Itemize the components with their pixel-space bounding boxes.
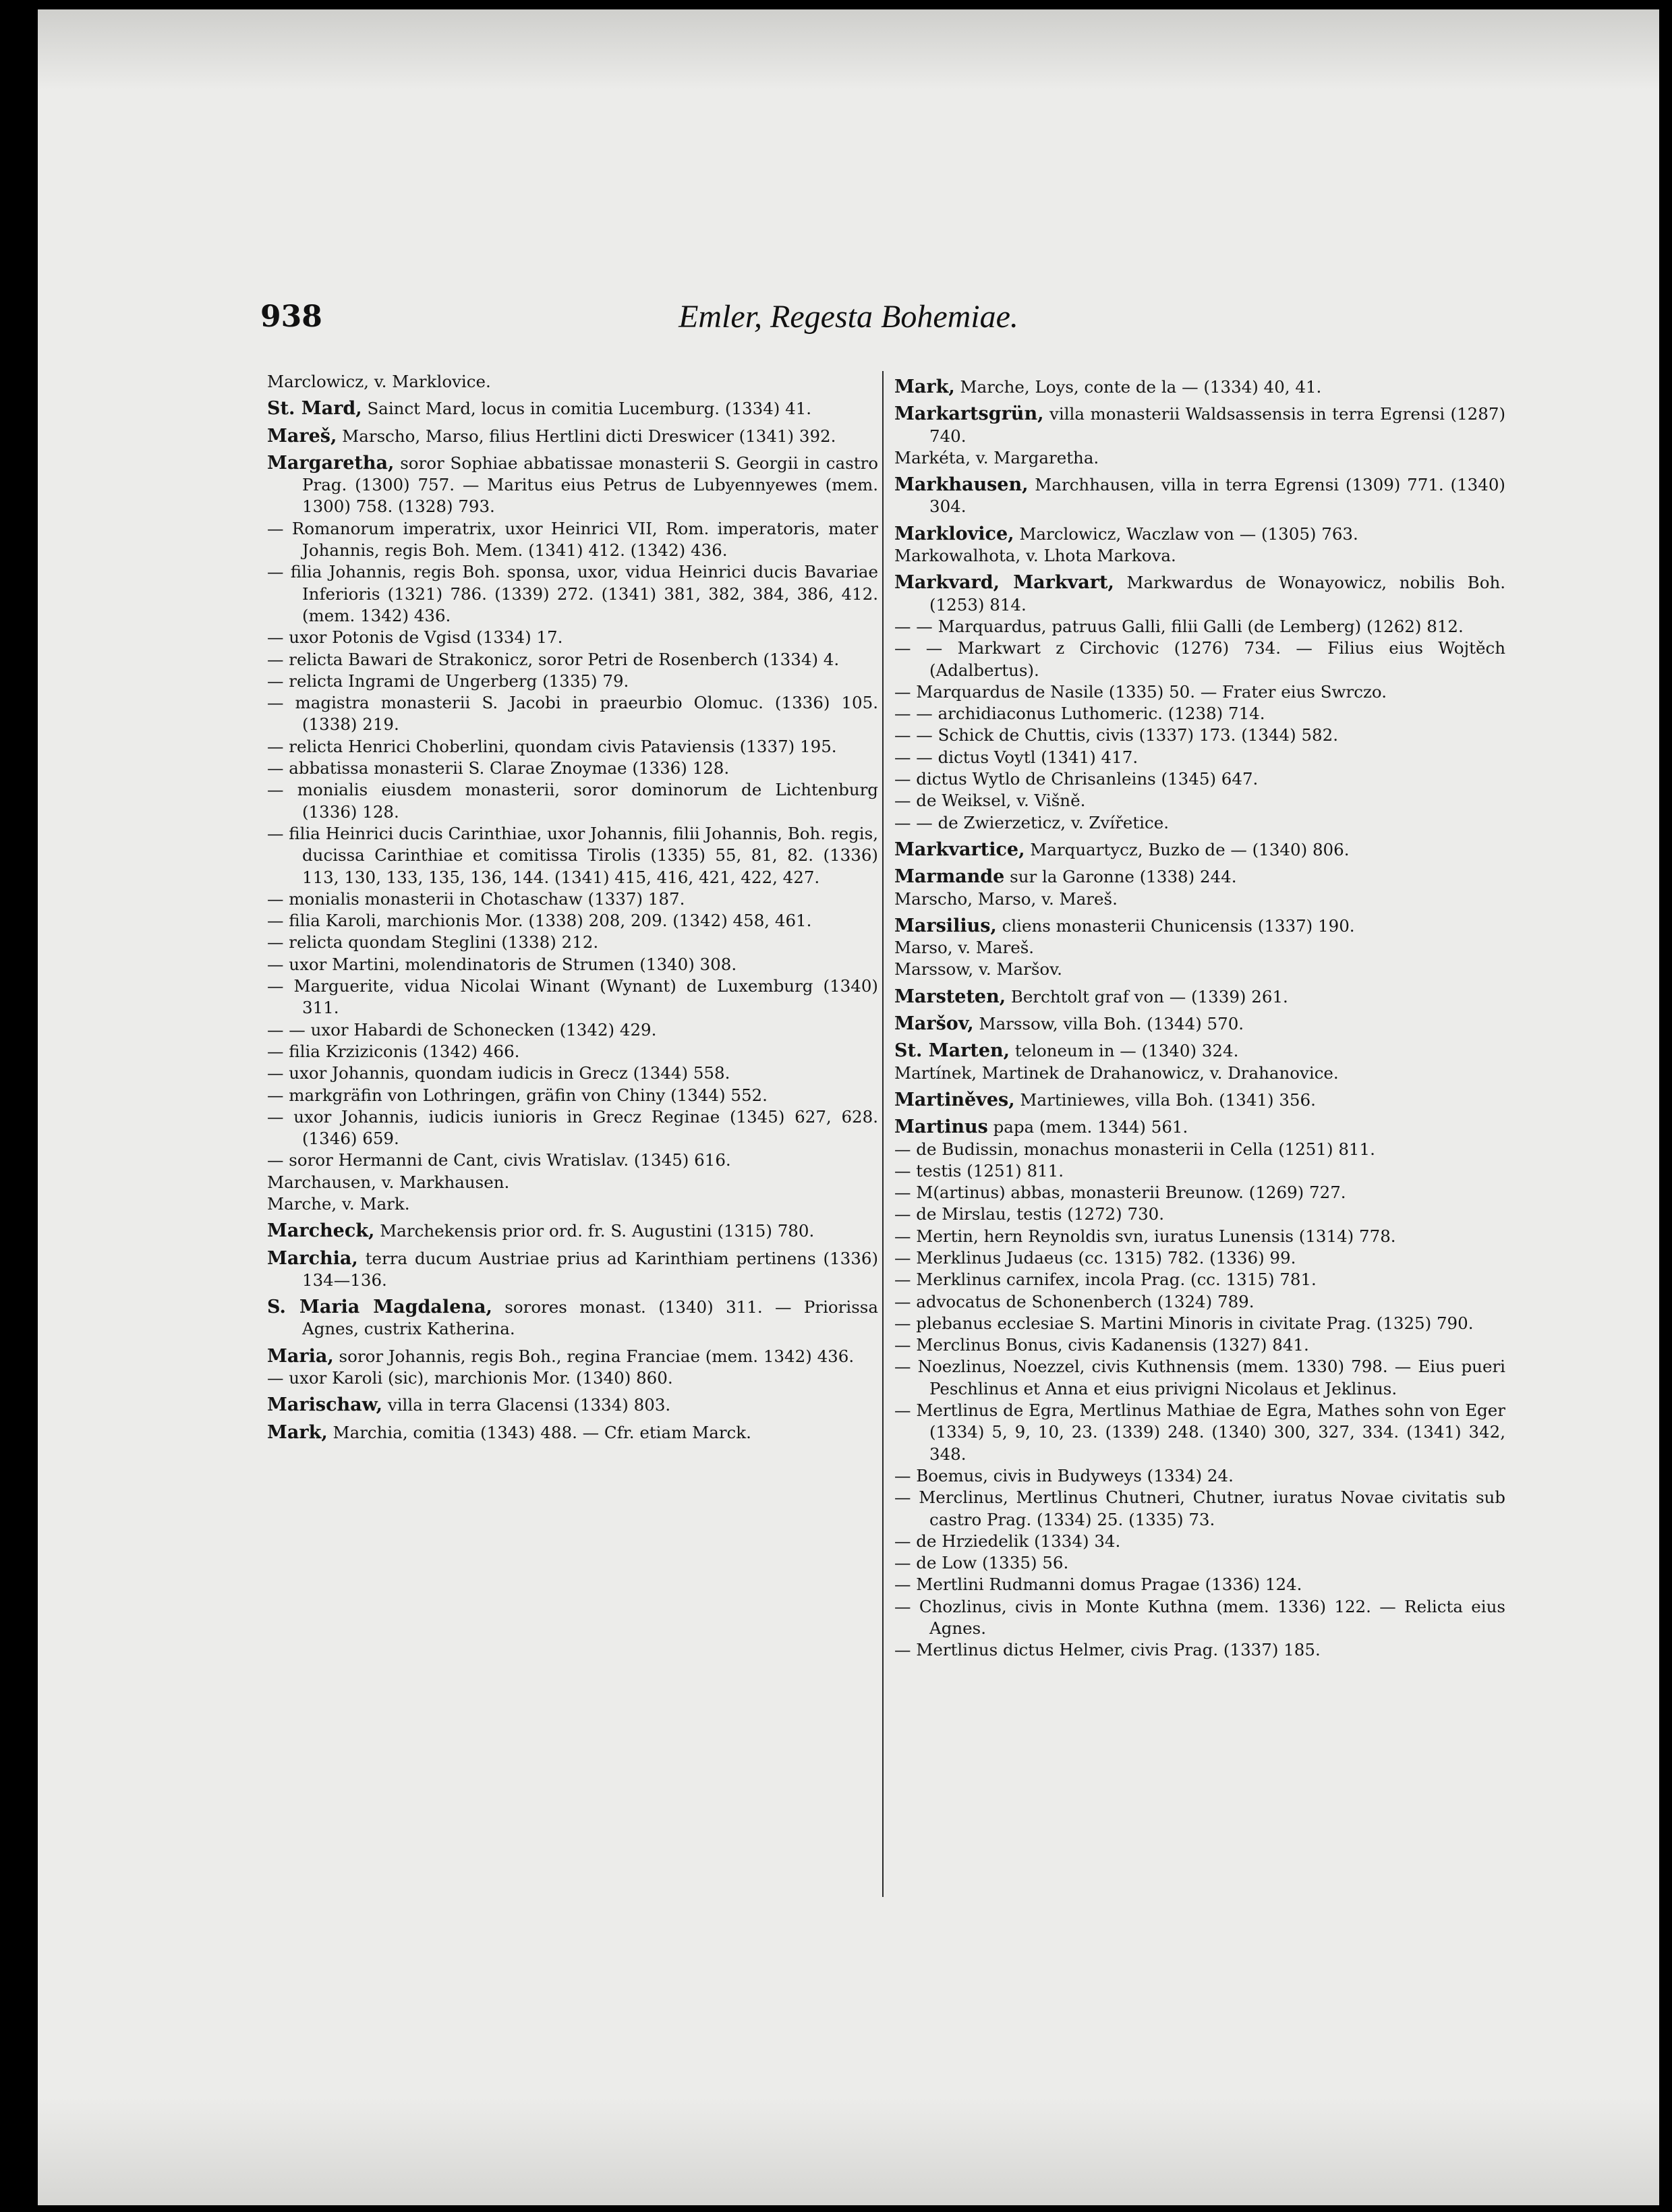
entry-text: Markowalhota, v. Lhota Markova. — [894, 546, 1176, 566]
index-entry — [894, 681, 1505, 703]
entry-headword: Markhausen, — [894, 474, 1029, 496]
entry-headword: Martiněves, — [894, 1089, 1015, 1110]
entry-text: — Mertlinus dictus Helmer, civis Prag. (1337) 185. — [894, 1640, 1321, 1660]
index-entry — [894, 1531, 1505, 1552]
entry-headword: S. Maria Magdalena, — [267, 1297, 492, 1318]
index-entry — [894, 1139, 1505, 1160]
entry-headword: Marchia, — [267, 1247, 358, 1269]
index-entry — [894, 812, 1505, 834]
entry-headword: Mark, — [894, 376, 955, 397]
entry-text: soror Sophiae abbatissae monasterii S. Georgii in castro Prag. (1300) 757. — Maritus eius Petrus de Lubyennyewes (mem. 1300) 758. (1328) 793. — [302, 453, 878, 517]
index-entry — [894, 839, 1505, 861]
entry-text: — — archidiaconus Luthomeric. (1238) 714. — [894, 704, 1265, 724]
entry-headword: Marischaw, — [267, 1394, 383, 1416]
index-entry — [267, 398, 878, 420]
entry-text: cliens monasterii Chunicensis (1337) 190. — [996, 915, 1355, 936]
index-entry — [894, 545, 1505, 567]
entry-text: — monialis eiusdem monasterii, soror dominorum de Lichtenburg (1336) 128. — [267, 780, 878, 822]
index-entry — [894, 1182, 1505, 1203]
entry-text: — dictus Wytlo de Chrisanleins (1345) 647. — [894, 769, 1259, 789]
index-entry — [267, 1220, 878, 1242]
entry-text: Marssow, v. Maršov. — [894, 959, 1062, 980]
index-entry — [267, 1346, 878, 1367]
index-entry — [267, 453, 878, 518]
entry-headword: Maršov, — [894, 1013, 974, 1035]
index-entry — [894, 1013, 1505, 1035]
index-entry — [894, 1269, 1505, 1291]
index-entry — [894, 703, 1505, 725]
entry-text: Marscho, Marso, filius Hertlini dicti Dreswicer (1341) 392. — [337, 426, 836, 446]
entry-headword: Martinus — [894, 1116, 988, 1138]
index-entry — [267, 1041, 878, 1062]
entry-text: — relicta quondam Steglini (1338) 212. — [267, 932, 599, 953]
entry-text: — Merklinus Judaeus (cc. 1315) 782. (1336) 99. — [894, 1247, 1296, 1268]
index-entry — [267, 1367, 878, 1389]
entry-text: Marchhausen, villa in terra Egrensi (1309) 771. (1340) 304. — [929, 475, 1505, 517]
entry-headword: Markvard, Markvart, — [894, 572, 1114, 594]
index-entry — [894, 403, 1505, 447]
entry-headword: Mareš, — [267, 425, 337, 447]
index-entry — [894, 474, 1505, 518]
index-entry — [894, 915, 1505, 937]
entry-text: — Marguerite, vidua Nicolai Winant (Wynant) de Luxemburg (1340) 311. — [267, 976, 878, 1018]
entry-text: — — de Zwierzeticz, v. Zvířetice. — [894, 812, 1169, 832]
entry-text: — Merclinus Bonus, civis Kadanensis (1327) 841. — [894, 1335, 1309, 1355]
index-entry — [894, 447, 1505, 469]
entry-text: — de Hrziedelik (1334) 34. — [894, 1531, 1121, 1551]
index-entry — [267, 1019, 878, 1041]
entry-text: — Merklinus carnifex, incola Prag. (cc. 1315) 781. — [894, 1270, 1317, 1290]
index-entry — [894, 1313, 1505, 1334]
entry-text: papa (mem. 1344) 561. — [987, 1117, 1188, 1137]
entry-headword: Marmande — [894, 866, 1005, 888]
entry-text: soror Johannis, regis Boh., regina Franciae (mem. 1342) 436. — [333, 1346, 855, 1366]
index-entry — [894, 616, 1505, 637]
index-entry — [267, 1172, 878, 1193]
entry-text: — — uxor Habardi de Schonecken (1342) 429. — [267, 1019, 657, 1040]
entry-text: — filia Johannis, regis Boh. sponsa, uxor, vidua Heinrici ducis Bavariae Inferioris (1321) 786. (1339) 272. (1341) 381, 382, 384, 386, 412. (mem. 1342) 436. — [267, 562, 878, 625]
index-entry — [894, 1089, 1505, 1111]
entry-text: — Mertin, hern Reynoldis svn, iuratus Lunensis (1314) 778. — [894, 1226, 1396, 1246]
entry-text: — de Budissin, monachus monasterii in Cella (1251) 811. — [894, 1139, 1375, 1159]
entry-text: — uxor Martini, molendinatoris de Strumen (1340) 308. — [267, 954, 737, 974]
index-entry — [267, 1248, 878, 1292]
index-entry — [267, 692, 878, 736]
index-entry — [267, 518, 878, 562]
entry-text: — — Marquardus, patruus Galli, filii Galli (de Lemberg) (1262) 812. — [894, 616, 1464, 636]
entry-text: — filia Heinrici ducis Carinthiae, uxor Johannis, filii Johannis, Boh. regis, ducissa Carinthiae et comitissa Tirolis (1335) 55, 81, 82. (1336) 113, 130, 133, 135, 136, 144. (1341) 415, 416, 421, 422, 427. — [267, 823, 878, 887]
entry-text: villa monasterii Waldsassensis in terra Egrensi (1287) 740. — [929, 404, 1505, 446]
index-entry — [894, 1356, 1505, 1400]
index-entry — [267, 954, 878, 975]
index-entry — [894, 1062, 1505, 1084]
index-entry — [894, 572, 1505, 616]
index-entry — [267, 1297, 878, 1340]
entry-text: — uxor Potonis de Vgisd (1334) 17. — [267, 627, 563, 648]
entry-text: — — dictus Voytl (1341) 417. — [894, 747, 1138, 767]
entry-text: — M(artinus) abbas, monasterii Breunow. (1269) 727. — [894, 1183, 1346, 1203]
entry-headword: Marsteten, — [894, 986, 1006, 1007]
index-entry — [894, 747, 1505, 768]
index-entry — [894, 790, 1505, 812]
entry-text: — — Markwart z Circhovic (1276) 734. — Filius eius Wojtěch (Adalbertus). — [894, 638, 1505, 680]
entry-text: Marche, Loys, conte de la — (1334) 40, 41. — [954, 377, 1322, 397]
index-entry — [894, 725, 1505, 746]
index-entry — [894, 1203, 1505, 1225]
index-entry — [267, 561, 878, 627]
entry-text: Marquartycz, Buzko de — (1340) 806. — [1025, 839, 1350, 859]
entry-text: Berchtolt graf von — (1339) 261. — [1006, 986, 1288, 1006]
entry-text: — Mertlinus de Egra, Mertlinus Mathiae de Egra, Mathes sohn von Eger (1334) 5, 9, 10, 23. (1339) 248. (1340) 300, 327, 334. (1341) 342, 348. — [894, 1400, 1505, 1464]
entry-text: — Romanorum imperatrix, uxor Heinrici VII, Rom. imperatoris, mater Johannis, regis Boh. Mem. (1341) 412. (1342) 436. — [267, 518, 878, 561]
index-entry — [267, 758, 878, 779]
index-entry — [894, 1465, 1505, 1487]
index-entry — [267, 888, 878, 910]
page-number: 938 — [260, 300, 322, 334]
entry-text: — Marquardus de Nasile (1335) 50. — Frater eius Swrczo. — [894, 681, 1387, 702]
index-entry — [894, 1247, 1505, 1269]
index-entry — [894, 1487, 1505, 1531]
entry-text: — uxor Johannis, iudicis iunioris in Grecz Reginae (1345) 627, 628. (1346) 659. — [267, 1106, 878, 1149]
entry-text: — plebanus ecclesiae S. Martini Minoris in civitate Prag. (1325) 790. — [894, 1313, 1474, 1333]
entry-text: — markgräfin von Lothringen, gräfin von Chiny (1344) 552. — [267, 1085, 768, 1105]
index-entry — [267, 1150, 878, 1171]
entry-text: — testis (1251) 811. — [894, 1160, 1064, 1181]
entry-text: — soror Hermanni de Cant, civis Wratislav. (1345) 616. — [267, 1150, 731, 1170]
entry-text: Martínek, Martinek de Drahanowicz, v. Drahanovice. — [894, 1062, 1339, 1083]
entry-text: Marscho, Marso, v. Mareš. — [894, 888, 1118, 909]
index-entry — [267, 1394, 878, 1416]
entry-text: Marche, v. Mark. — [267, 1193, 410, 1214]
entry-text: — relicta Henrici Choberlini, quondam civis Pataviensis (1337) 195. — [267, 736, 837, 756]
index-entry — [894, 986, 1505, 1008]
entry-text: — uxor Karoli (sic), marchionis Mor. (1340) 860. — [267, 1368, 673, 1388]
index-entry — [267, 932, 878, 953]
entry-text: — Boemus, civis in Budyweys (1334) 24. — [894, 1465, 1234, 1485]
index-entry — [267, 910, 878, 932]
scanned-page — [38, 9, 1659, 2205]
entry-text: villa in terra Glacensi (1334) 803. — [382, 1395, 671, 1415]
index-entry — [894, 1291, 1505, 1313]
index-entry — [894, 1040, 1505, 1062]
entry-text: Marssow, villa Boh. (1344) 570. — [973, 1014, 1244, 1034]
entry-text: — relicta Bawari de Strakonicz, soror Petri de Rosenberch (1334) 4. — [267, 649, 840, 669]
entry-text: Sainct Mard, locus in comitia Lucemburg. (1334) 41. — [362, 399, 812, 419]
entry-text: — relicta Ingrami de Ungerberg (1335) 79. — [267, 671, 629, 691]
index-entry — [894, 768, 1505, 790]
index-column-left — [267, 371, 878, 1444]
entry-text: Marclowicz, v. Marklovice. — [267, 372, 491, 391]
entry-text: terra ducum Austriae prius ad Karinthiam pertinens (1336) 134—136. — [302, 1248, 878, 1290]
index-entry — [894, 888, 1505, 910]
index-entry — [267, 1085, 878, 1106]
entry-text: — — Schick de Chuttis, civis (1337) 173. (1344) 582. — [894, 725, 1338, 745]
entry-headword: St. Mard, — [267, 398, 362, 420]
entry-text: sur la Garonne (1338) 244. — [1004, 867, 1237, 887]
index-entry — [894, 1116, 1505, 1138]
index-entry — [267, 627, 878, 648]
entry-text: Markwardus de Wonayowicz, nobilis Boh. (1253) 814. — [929, 573, 1506, 615]
index-entry — [267, 1062, 878, 1084]
index-entry — [894, 376, 1505, 398]
entry-headword: Marklovice, — [894, 523, 1014, 544]
index-column-right — [894, 371, 1505, 1662]
entry-headword: Markvartice, — [894, 839, 1025, 860]
entry-text: — abbatissa monasterii S. Clarae Znoymae (1336) 128. — [267, 758, 730, 778]
index-entry — [267, 779, 878, 823]
entry-text: — filia Krziziconis (1342) 466. — [267, 1041, 520, 1061]
index-entry — [894, 1639, 1505, 1661]
entry-text: — de Mirslau, testis (1272) 730. — [894, 1204, 1165, 1224]
index-entry — [894, 1334, 1505, 1356]
entry-text: — filia Karoli, marchionis Mor. (1338) 208, 209. (1342) 458, 461. — [267, 911, 812, 931]
entry-headword: Markartsgrün, — [894, 403, 1044, 425]
entry-text: teloneum in — (1340) 324. — [1010, 1041, 1239, 1061]
index-entry — [267, 426, 878, 447]
entry-text: — advocatus de Schonenberch (1324) 789. — [894, 1291, 1255, 1311]
running-title: Emler, Regesta Bohemiae. — [679, 299, 1018, 335]
entry-text: — Merclinus, Mertlinus Chutneri, Chutner, iuratus Novae civitatis sub castro Prag. (1334) 25. (1335) 73. — [894, 1487, 1505, 1529]
entry-headword: Margaretha, — [267, 452, 395, 474]
entry-text: — Chozlinus, civis in Monte Kuthna (mem. 1336) 122. — Relicta eius Agnes. — [894, 1596, 1505, 1639]
index-entry — [894, 866, 1505, 888]
entry-text: — uxor Johannis, quondam iudicis in Grecz (1344) 558. — [267, 1063, 730, 1083]
index-entry — [267, 975, 878, 1019]
index-entry — [267, 1422, 878, 1444]
index-entry — [267, 823, 878, 888]
entry-text: Marchia, comitia (1343) 488. — Cfr. etiam Marck. — [327, 1422, 751, 1442]
index-entry — [894, 959, 1505, 980]
index-entry — [267, 649, 878, 671]
index-entry — [894, 523, 1505, 545]
index-entry — [894, 1552, 1505, 1574]
index-entry — [267, 736, 878, 758]
index-entry — [894, 1400, 1505, 1465]
entry-text: — Mertlini Rudmanni domus Pragae (1336) 124. — [894, 1575, 1302, 1595]
entry-text: — Noezlinus, Noezzel, civis Kuthnensis (mem. 1330) 798. — Eius pueri Peschlinus et Anna et eius privigni Nicolaus et Jeklinus. — [894, 1357, 1505, 1398]
entry-headword: Marcheck, — [267, 1220, 375, 1242]
index-entry — [267, 1106, 878, 1150]
entry-text: Marso, v. Mareš. — [894, 938, 1035, 958]
entry-headword: St. Marten, — [894, 1040, 1010, 1062]
entry-text: — de Low (1335) 56. — [894, 1553, 1069, 1573]
index-entry — [894, 1574, 1505, 1595]
entry-headword: Mark, — [267, 1421, 328, 1443]
index-entry — [894, 937, 1505, 959]
entry-text: — de Weiksel, v. Višně. — [894, 791, 1086, 811]
index-entry — [894, 1596, 1505, 1640]
index-entry — [894, 637, 1505, 681]
entry-headword: Marsilius, — [894, 915, 997, 936]
entry-text: — magistra monasterii S. Jacobi in praeurbio Olomuc. (1336) 105. (1338) 219. — [267, 693, 878, 735]
entry-text: Marclowicz, Waczlaw von — (1305) 763. — [1014, 523, 1358, 544]
index-entry — [894, 1226, 1505, 1247]
index-entry — [267, 671, 878, 692]
entry-text: Marchausen, v. Markhausen. — [267, 1172, 510, 1192]
entry-text: — monialis monasterii in Chotaschaw (1337) 187. — [267, 888, 685, 909]
column-divider — [882, 371, 884, 1897]
index-entry — [267, 371, 878, 393]
entry-text: sorores monast. (1340) 311. — Priorissa Agnes, custrix Katherina. — [302, 1297, 878, 1339]
entry-headword: Maria, — [267, 1345, 334, 1367]
index-entry — [267, 1193, 878, 1215]
entry-text: Martiniewes, villa Boh. (1341) 356. — [1014, 1089, 1316, 1110]
index-entry — [894, 1160, 1505, 1182]
entry-text: Markéta, v. Margaretha. — [894, 447, 1099, 467]
entry-text: Marchekensis prior ord. fr. S. Augustini (1315) 780. — [374, 1221, 815, 1241]
